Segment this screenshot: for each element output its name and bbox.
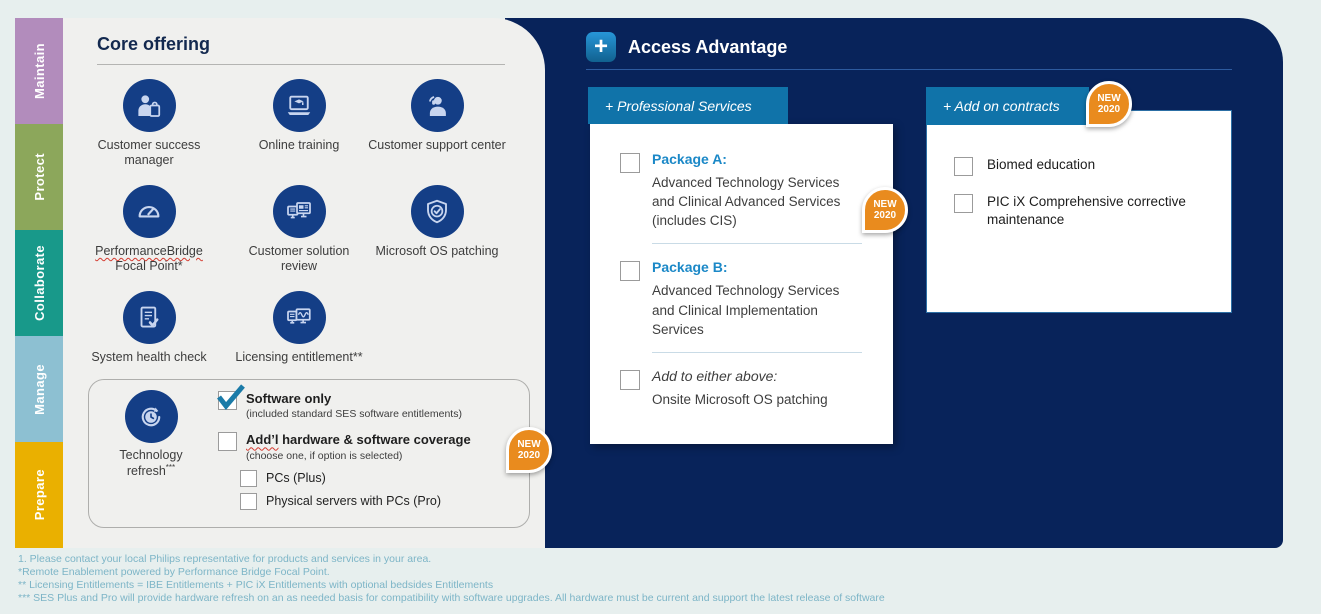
- service-label: Licensing entitlement**: [235, 350, 363, 364]
- option-label: [246, 432, 471, 448]
- badge-line1: NEW: [873, 199, 897, 210]
- package-body: Advanced Technology Services and Clinical Advanced Services (includes CIS): [652, 175, 841, 229]
- pic-ix-maintenance-checkbox[interactable]: [954, 194, 973, 213]
- package-b-item: [620, 259, 873, 338]
- tab-label: + Add on contracts: [943, 98, 1060, 114]
- sidebar-label: Collaborate: [31, 245, 47, 321]
- sidebar-label: Maintain: [31, 43, 47, 99]
- badge-line1: NEW: [517, 439, 541, 450]
- package-body: Onsite Microsoft OS patching: [652, 391, 828, 407]
- package-heading: Package B:: [652, 259, 728, 276]
- biomed-education-checkbox[interactable]: [954, 157, 973, 176]
- tech-label-line2: refresh: [126, 464, 166, 479]
- package-divider: [652, 243, 862, 244]
- option-note: (choose one, if option is selected): [246, 449, 403, 462]
- sidebar-item-manage[interactable]: [15, 336, 63, 442]
- professional-services-box: [590, 124, 893, 444]
- service-system-health-check: [79, 291, 219, 365]
- plus-icon: [586, 32, 616, 62]
- service-label-rest: Focal Point*: [115, 259, 183, 273]
- sidebar-label: Manage: [31, 363, 47, 415]
- laptop-training-icon: [273, 79, 326, 132]
- tab-professional-services[interactable]: [588, 87, 788, 124]
- sidebar-item-prepare[interactable]: [15, 442, 63, 548]
- sidebar-item-protect[interactable]: [15, 124, 63, 230]
- addon-label: Biomed education: [987, 157, 1096, 172]
- plus-glyph: +: [593, 33, 608, 60]
- addon-label: PIC iX Comprehensive corrective maintenance: [987, 194, 1186, 228]
- service-customer-success-manager: [79, 79, 219, 168]
- service-label: [95, 244, 203, 274]
- service-technology-refresh: [113, 390, 189, 479]
- tech-label-stars: ***: [165, 463, 176, 472]
- service-label: Microsoft OS patching: [375, 244, 499, 258]
- badge-line2: 2020: [517, 450, 541, 461]
- core-offering-title: Core offering: [97, 34, 211, 54]
- sidebar-item-maintain[interactable]: [15, 18, 63, 124]
- option-label: Software only: [246, 391, 332, 406]
- tab-add-on-contracts[interactable]: [926, 87, 1089, 125]
- package-a-checkbox[interactable]: [620, 153, 640, 173]
- support-agent-icon: [411, 79, 464, 132]
- sidebar-label: Prepare: [31, 469, 47, 521]
- service-microsoft-os-patching: [367, 185, 507, 259]
- package-heading: Package A:: [652, 151, 727, 167]
- badge-line1: NEW: [1097, 93, 1121, 104]
- sidebar-label: Protect: [31, 153, 47, 201]
- biomed-education-item: [954, 156, 1213, 176]
- service-label: Customer success manager: [97, 138, 201, 167]
- option-note: (included standard SES software entitlements): [246, 408, 462, 421]
- coverage-sub-options: [240, 470, 471, 510]
- lifecycle-sidebar: [15, 18, 63, 548]
- service-customer-solution-review: [229, 185, 369, 274]
- package-heading: Add to either above:: [652, 367, 778, 384]
- service-label: [119, 448, 182, 479]
- service-label: Customer solution review: [248, 244, 350, 273]
- shield-check-icon: [411, 185, 464, 238]
- person-bag-icon: [123, 79, 176, 132]
- access-advantage-divider: [586, 69, 1232, 70]
- new-2020-badge: [506, 427, 552, 473]
- new-2020-badge: [862, 187, 908, 233]
- footnote-4: *** SES Plus and Pro will provide hardware refresh on an as needed basis for compatibility with software upgrades. All hardware must be current and support the latest release of software: [18, 592, 885, 604]
- service-label: Customer support center: [368, 138, 506, 152]
- pic-ix-maintenance-item: [954, 193, 1213, 229]
- package-b-checkbox[interactable]: [620, 261, 640, 281]
- option-label: PCs (Plus): [266, 471, 326, 485]
- pcs-plus-option: [240, 470, 471, 487]
- add-to-either-item: [620, 368, 873, 409]
- footnote-3: ** Licensing Entitlements = IBE Entitlements + PIC iX Entitlements with optional bedsides Entitlements: [18, 579, 494, 591]
- add-to-either-checkbox[interactable]: [620, 370, 640, 390]
- core-offering-divider: [97, 64, 505, 65]
- badge-line2: 2020: [873, 210, 897, 221]
- monitor-wave-icon: [273, 291, 326, 344]
- footnote-2: *Remote Enablement powered by Performance Bridge Focal Point.: [18, 566, 330, 578]
- access-advantage-title: Access Advantage: [628, 37, 788, 57]
- service-label: Online training: [258, 138, 340, 152]
- service-customer-support-center: [367, 79, 507, 153]
- software-only-option: [218, 391, 471, 420]
- service-licensing-entitlement: [229, 291, 369, 365]
- physical-servers-option: [240, 493, 471, 510]
- tab-label: + Professional Services: [605, 97, 752, 114]
- badge-line2: 2020: [1097, 104, 1121, 115]
- gauge-icon: [123, 185, 176, 238]
- service-label: System health check: [91, 350, 207, 364]
- service-performancebridge-focal-point: [79, 185, 219, 274]
- tech-label-line1: Technology: [119, 448, 183, 462]
- package-body: Advanced Technology Services and Clinical Implementation Services: [652, 283, 840, 337]
- new-2020-badge: [1086, 81, 1132, 127]
- refresh-clock-icon: [125, 390, 178, 443]
- physical-servers-checkbox[interactable]: [240, 493, 257, 510]
- addl-coverage-checkbox[interactable]: [218, 432, 237, 451]
- software-only-checkbox[interactable]: [218, 391, 237, 410]
- service-online-training: [229, 79, 369, 153]
- package-divider: [652, 352, 862, 353]
- misspelled-word: PerformanceBridge: [95, 244, 203, 258]
- document-check-icon: [123, 291, 176, 344]
- option-label: Physical servers with PCs (Pro): [266, 494, 442, 508]
- footnote-1: 1. Please contact your local Philips representative for products and services in your area.: [18, 553, 432, 565]
- coverage-options: [218, 391, 471, 510]
- dual-monitor-icon: [273, 185, 326, 238]
- add-on-contracts-box: [926, 110, 1232, 313]
- footnotes: [18, 553, 885, 605]
- addl-coverage-option: [218, 432, 471, 461]
- misspelled-word: Add’l: [246, 432, 279, 448]
- pcs-plus-checkbox[interactable]: [240, 470, 257, 487]
- option-label-rest: hardware & software coverage: [278, 432, 471, 448]
- package-a-item: [620, 151, 873, 230]
- sidebar-item-collaborate[interactable]: [15, 230, 63, 336]
